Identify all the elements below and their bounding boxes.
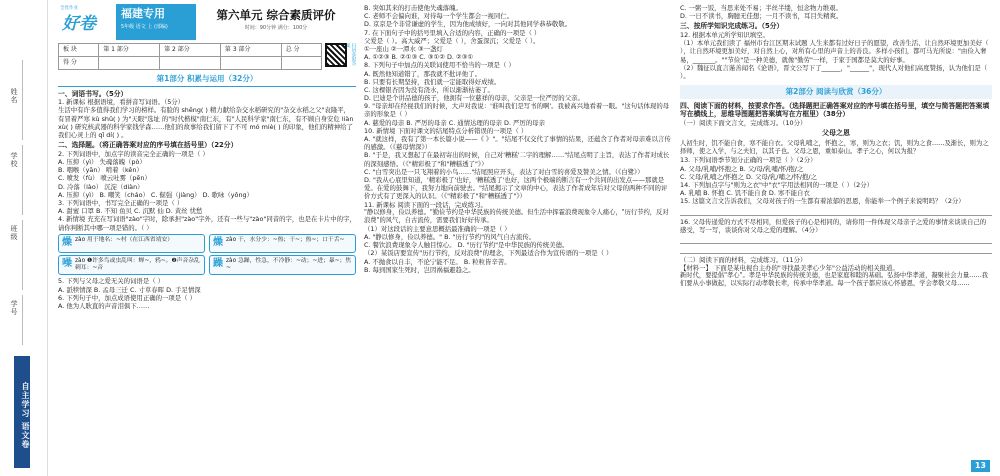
name-label: 姓名 [10, 88, 18, 104]
vertical-brand: 自主学习 语文卷 [14, 356, 30, 468]
score-cell: 第 3 部分 [220, 44, 281, 57]
brand-logo [58, 4, 116, 40]
class-label: 班级 [10, 225, 18, 241]
question-11: 11. 新课标 阅读下面的一段话，完成练习。 [364, 200, 487, 209]
q6-option-b: B. 突如其来的打击使他失魂落魄。 [364, 4, 462, 12]
score-cell: 第 2 部分 [160, 44, 221, 57]
q2-option: A. 压抑（yì） 失魂落魄（pò） [58, 158, 146, 167]
page-number: 13 [971, 460, 990, 472]
q11-sub1-opts-cd: C. 餐饮浪费现象令人触目惊心。 D. "历行节约"是中华民族的传统美德。 [364, 241, 569, 250]
dict-desc: zào ❶许多鸟或虫乱叫：蝉~，鸦~。❷声音杂乱刺耳：~音 [75, 257, 200, 271]
question-14: 14. 下列加点字与"则为之衣"中"衣"字用法相同的一项是（ ）（2分） [680, 180, 874, 189]
dict-char: 躁 [213, 257, 223, 269]
q10-option-b: B. "于是，我又想起了在最初寄出的时候，自己对'糟糕'二字的理解……"结尾点明了主旨，表达了作者对成长的深刻感悟。（《"精彩极了"和"糟糕透了"》） [364, 151, 670, 168]
score-table [58, 43, 356, 69]
name-line [22, 60, 23, 140]
question-2: 2. 下列词语中，加点字的读音完全正确的一项是（ ） [58, 149, 209, 158]
id-line [22, 295, 23, 345]
dict-card [209, 234, 356, 253]
question-13: 13. 下列词语季节划分正确的一项是（ ）（2分） [680, 156, 817, 165]
q13-opts-ab: A. 父母/乳哺/怀抱之 B. 父/母/乳哺/怀/抱/之 [680, 164, 804, 173]
reading-1-passage: 人初生时，饥不能自食，寒不能自衣。父母乳哺之，怀抱之，寒，则为之衣；饥，则为之食……及渐长，则为之择师，使之入学，与之夫妇，以其子也。父母之恩，重如泰山。孝子之心，何以为报？ [680, 140, 989, 156]
q8-option: B. 只要有长期坚持，我们就一定能取得好成绩。 [364, 77, 501, 86]
column-3 [680, 0, 992, 476]
score-cell: 总 分 [281, 44, 321, 57]
score-cell: 得 分 [59, 57, 99, 70]
brand-box [116, 4, 196, 40]
q2-option: D. 冷落（lào） 沉淀（diàn） [58, 182, 144, 191]
dict-card [58, 255, 205, 276]
logo-small-text: 全优作业 [60, 6, 78, 11]
material-1-heading: 【材料一】 下面是某电视台主办的"寻找最美孝心少年"公益活动的相关报道。 [680, 264, 899, 273]
score-input-cell[interactable] [281, 57, 321, 70]
dict-char: 燥 [213, 236, 223, 248]
qr-code[interactable] [325, 43, 347, 67]
question-9: 9. "母亲却在经视我们的时候，大声对我说：'谁叫我们是写书的啊'。我被高兴地看着一眼。"这句话体现的母亲的形象是（ ） [364, 102, 670, 119]
section-2-heading: 二、选择题。（将正确答案对应的序号填在括号里）（22分） [58, 141, 238, 150]
unit-meta: 时间：90分钟 满分：100分 [244, 24, 308, 31]
q6-option-d: D. 京京是个非常谦虚的学生，因为他成绩好，一向对其他同学恭恭敬敬。 [364, 20, 572, 29]
question-12: 12. 根据本单元所学知识填空。 [680, 31, 769, 40]
q7-items: ①一座山 ②一潭水 ③一盏灯 [364, 44, 443, 53]
q11-sub2-opt-c: C. 一粥一饭，当思来处不易；半丝半缕，恒念物力维艰。 [680, 4, 842, 12]
q2-option: B. 咽喉（yān） 啃着（kěn） [58, 166, 143, 175]
score-cell: 第 1 部分 [99, 44, 160, 57]
brand-subtitle: 5年级 语文 上 (部编) [121, 24, 168, 31]
score-input-cell[interactable] [99, 57, 160, 70]
q11-sub2: （2）某饭店要宣传"历行节约，反对浪费"的理念，下列最适合作为宣传语的一项是（ ） [364, 249, 613, 258]
dictionary-cards-row [58, 234, 356, 253]
section-4-heading: 四、阅读下面的材料，按要求作答。（选择题把正确答案对应的序号填在括号里，填空与简答题把答案填写在横线上，思维导图题把答案填写在方框里）（38分） [680, 101, 990, 119]
brand-title: 福建专用 [121, 7, 165, 20]
q11-sub2-opt-d: D. 一日不读书，胸臆无佳想；一月不读书，耳目失精爽。 [680, 12, 843, 21]
question-10: 10. 新情境 下面对课文的结尾特点分析错误的一项是（ ） [364, 126, 528, 135]
score-cell: 板 块 [59, 44, 99, 57]
answer-line[interactable] [680, 246, 992, 254]
question-6: 6. 下列句子中，加点成语使用正确的一项是（ ） [58, 293, 196, 302]
part1-title: 第1部分 积累与运用（32分） [58, 74, 356, 87]
column-2 [364, 0, 672, 476]
q5-options: A. 舐犊情深 B. 孟母三迁 C. 寸草春晖 D. 手足情深 [58, 285, 201, 294]
school-label: 学校 [10, 152, 18, 168]
score-input-cell[interactable] [160, 57, 221, 70]
dict-char: 燥 [62, 236, 72, 248]
id-label: 学号 [10, 300, 18, 316]
q8-option: C. 这棵银杏因为没有浇水，所以渐渐枯萎了。 [364, 85, 494, 94]
dict-card [58, 234, 205, 253]
unit-title: 第六单元 综合素质评价 [216, 8, 336, 22]
question-7: 7. 在下面句子中的括号里填入合适的内容，正确的一项是（ ） [364, 28, 541, 37]
reading-1-heading: （一）阅读下面文言文，完成练习。（10分） [680, 119, 807, 128]
section-3-heading: 三、按所学知识完成练习。（5分） [680, 22, 784, 31]
q10-option-d: D. "我从心底里知道，'精彩极了'也好，'糟糕透了'也好，这两个极端的断言有一个共同的出发点——那就是爱。在爱的鼓舞下，我努力地向前驶去。"结尾揭示了文章的中心，表达了作者成年后对父母的两种不同的评价方式有了更深入的认识。（《"精彩极了"和"糟糕透了"》） [364, 175, 668, 201]
logo-main-text: 好卷 [62, 14, 96, 34]
question-8: 8. 下列句子中加点的关联词使用不恰当的一项是（ ） [364, 61, 515, 70]
dict-card [209, 255, 356, 276]
q7-example: 父爱是（ ）。高大威严；父爱是（ ），舍蛋深沉；父爱是（ ）。 [364, 36, 540, 45]
exam-header [58, 4, 356, 40]
question-5: 5. 下列与父母之爱无关的词语是（ ） [58, 277, 165, 286]
score-input-cell[interactable] [220, 57, 281, 70]
answer-line[interactable] [680, 208, 992, 216]
question-1-passage: 生活中有许多值得我们学习的榜样。有脸的 shěng( ) 精力献给杂交水稻研究的"杂交水稻之父"袁隆平，有冒着严寒 kù shǔ( ) 为"天眼"选址 的"时代楷模"南仁东，有"人民科学家"南仁东，有不顾自身安危 liàn xù( ) 研究核武器的科学家钱学森……他们的故事给我们留下了不可 mó miè( ) 的印象，他们的精神给了我们心灵上的 qǐ dí( ) 。 [58, 106, 354, 140]
q2-option: C. 喷发（fù） 喷云吐雾（pēn） [58, 174, 151, 183]
reading-1-title: 父母之恩 [822, 129, 850, 138]
q14-options: A. 乳哺 B. 怀抱 C. 饥不能自食 D. 寒不能自衣 [680, 189, 810, 198]
dict-desc: zào 急躁，性急，不冷静：~动；~进；暴~；焦~ [226, 257, 352, 271]
material-1-passage: 新时代，要提倡"孝心"。孝是中华民族的传统美德，也是家庭和睦的基础。弘扬中华孝道，凝聚社会力量……我们要从小事做起，以实际行动孝敬长辈，传承中华孝道。每一个孩子都应该心怀感恩，学会孝敬父母…… [680, 272, 989, 288]
dict-desc: zào 干，水分少：~热；干~；热~；口干舌~ [226, 236, 345, 243]
q6-option-a: A. 他为人耿直的声音泪俱下…… [58, 301, 150, 310]
q8-option: A. 既然他知道错了，那我就不批评他了。 [364, 69, 481, 78]
class-line [22, 220, 23, 290]
q11-sub1-opts-ab: A. "静以修身，俭以养德。" B. "历行节约"的风气自古流传。 [364, 232, 536, 241]
q12-part1: （1）本单元我们读了 福州市台江区期末试题 人生来都有过好日子的愿望，改善生活、让自然环境更加美好（ ），让自然环境更加美好，对自然上心，对所有心里的声音上的善良。多样小孩们，都可马光所说："由俭入奢易，_______。""节俭"是一种美德，就像"勤劳"一样，于家于国都是莫大的好事。 [680, 39, 989, 64]
school-line [22, 145, 23, 215]
q9-options: A. 慈爱的母亲 B. 严厉的母亲 C. 通情达理的母亲 D. 严厉的母亲 [364, 118, 545, 127]
q6-option-c: C. 老师不会偏向谁，对待每一个学生都会一视同仁。 [364, 12, 514, 21]
unit-heading [196, 4, 356, 40]
reading-2-heading: （二）阅读下面的材料，完成练习。（11分） [680, 255, 807, 264]
question-4: 4. 新情境 充充在写词语"zào"字时，除承担"zào"字外，还有一些与"zào"同音的字，也是在卡片中的字，请你判断其中哪一项是错的。（ ） [58, 215, 356, 232]
column-1 [58, 0, 356, 476]
q12-part2: （2）魏征以直言谨善闻名《论语》，晋文公写下了______，"______"，现代人对他们高度赞扬，认为他们是（ ）。 [680, 63, 988, 80]
score-value-row [59, 57, 322, 70]
binding-margin [0, 0, 48, 476]
score-header-row [59, 44, 322, 57]
q11-sub2-opt-a: A. 不抛食以自丰，不论宁能不足。 B. 粒粒皆辛苦。 [364, 257, 511, 266]
q10-option-c: C. "白雪突出是一只飞翔着的小鸟……"结尾照应开头，表达了对白雪的喜爱及赞美之情。（《白鹭》） [364, 167, 644, 176]
q11-sub1: （1）对这段话的主要意思概括最准确的一项是（ ） [364, 224, 511, 233]
q3-options: A. 甜蜜 口罩 B. 不知 鱼贝 C. 沉默 仙 D. 黄丝 忧愁 [58, 207, 203, 216]
part2-title: 第2部分 阅读与欣赏（36分） [680, 85, 992, 99]
q10-option-a: A. "就这样，我有了第一本长篇小说——《 》"。"结尾不仅交代了事情的结果，还蕴含了作者对母亲难以言传的感激。（《慈母情深》） [364, 135, 671, 152]
q2-option-extra: A. 压抑（yì） B. 嘲笑（cháo） C. 倔强（jiàng） D. 歌咏（yǒng） [58, 190, 253, 199]
q7-options: A. ①②③ B. ②①③ C. ③①② D. ②③① [364, 53, 474, 62]
question-3: 3. 下列词语中，书写完全正确的一项是（ ） [58, 199, 184, 208]
dict-desc: zào 用于地名：~村（在江西省靖安） [75, 236, 173, 243]
answer-line[interactable] [680, 236, 992, 244]
question-16: 16. 父母传递爱的方式不尽相同，但爱孩子的心是相同的，请你用一件体现父母亲子之爱的事情来谈谈自己的感受，写一写，谈谈你对父母之爱的理解。（4分） [680, 217, 987, 234]
q8-option: D. 巴迪是个讲品德的孩子，他拥有一位慈祥的母亲，父亲是一位严厉的父亲。 [364, 94, 584, 103]
dictionary-cards-row [58, 255, 356, 276]
qr-tag: 扫码获取答案 [345, 43, 356, 66]
section-1-heading: 一、词语书写。（5分） [58, 89, 128, 98]
question-1: 1. 新课标 根据语境，看拼音写词语。（5分） [58, 98, 185, 107]
q11-sub2-opt-b: B. 每到国家生死时，岂因祸福避趋之。 [364, 265, 475, 274]
q13-opts-cd: C. 父母/乳哺之/怀抱之 D. 父母/乳/哺之/怀/抱/之 [680, 172, 817, 181]
question-15: 15. 这篇文言文告诉我们，父母对孩子的一生都有着浓郁的思恩，你能举一个例子来说明吗？（2分） [680, 197, 965, 206]
q11-passage: "静以修身，俭以养德。"勤俭节约是中华民族的传统美德。但生活中挥霍浪费现象令人痛心，"历行节约，反对浪费"的风气，自古流传，需要我们好好传承。 [364, 208, 669, 224]
dict-char: 噪 [62, 257, 72, 269]
